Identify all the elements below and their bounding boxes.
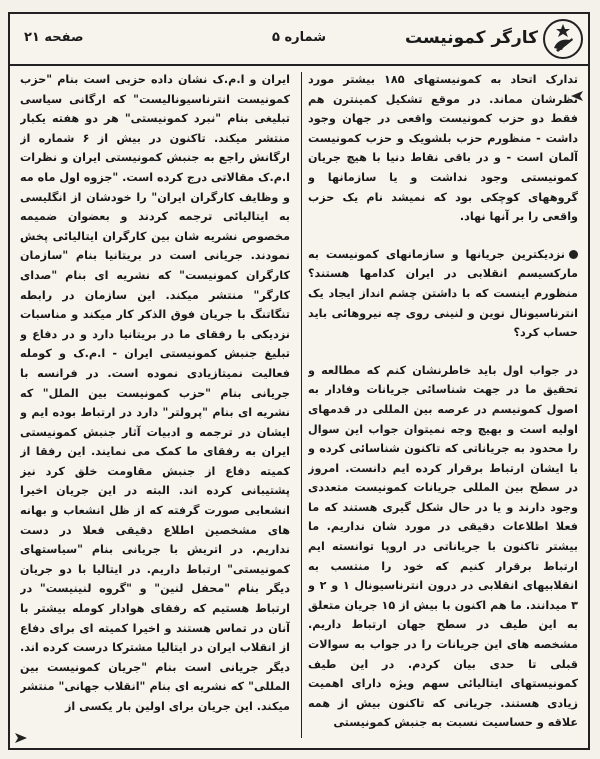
arrow-right-icon [14, 732, 28, 744]
column-left [20, 70, 290, 740]
newspaper-title: کارگر کمونیست [405, 28, 538, 48]
page-number: صفحه ۲۱ [24, 30, 84, 45]
paragraph: در جواب اول باید خاطرنشان کنم که مطالعه و تحقیق ما در جهت شناسائی جریانات وفادار به اصول کمونیسم در عرصه بین المللی در قدمهای اولیه است و بهیچ وجه نمیتوان جواب این سوال را محدود به جریاناتی که تاکنون شناسائی کرده و با ایشان ارتباط برقرار کرده ایم دانست. امروز در سطح بین المللی جریانات کمونیست متعددی وجود دارند و یا در حال شکل گیری هستند که ما فعلا اطلاعات دقیقی در مورد شان نداریم. ما بیشتر تاکنون با جریاناتی در اروپا توانسته ایم ارتباط برقرار کنیم که خود را منتسب به انقلابیهای انقلابی در درون انترناسیونال ۱ و ۲ و ۳ میدانند. ما هم اکنون با بیش از ۱۵ جریان متعلق به این طیف در سطح جهان ارتباط داریم. مشخصه های این جریانات را در جواب به سوالات قبلی تا حدی بیان کردم. در این طیف کمونیستهای ایتالیائی سهم ویژه دارای اهمیت زیادی هستند. جریانی که تاکنون بیش از همه علاقه و حساسیت نسبت به جنبش کمونیستی [308, 363, 578, 730]
page-header [10, 14, 588, 66]
column-divider [301, 72, 302, 738]
column-right [308, 70, 578, 740]
question-paragraph [308, 245, 578, 343]
issue-number: شماره ۵ [271, 30, 327, 45]
paragraph: ایران و ا.م.ک نشان داده حزبی است بنام "حزب کمونیست انترناسیونالیست" که ارگانی سیاسی تبلیغی بنام "نبرد کمونیستی" هر دو هفته یکبار منتشر میکند. تاکنون در بیش از ۶ شماره از ارگانش راجع به جنبش کمونیستی ایران و نظرات ا.م.ک مقالاتی درج کرده است. "جزوه اول ماه مه و وظایف کارگران ایران" را خودشان از انگلیسی به ایتالیائی ترجمه کردند و بعضوان ضمیمه مخصوص نشریه شان بین کارگران ایتالیائی پخش نمودند. جریانی است در بریتانیا بنام "سازمان کارگران کمونیست" که نشریه ای بنام "صدای کارگر" منتشر میکند. این سازمان در رابطه تنگاتنگ با جریان فوق الذکر کار میکند و مناسبات نزدیکی با رفقای ما در بریتانیا دارد و در دفاع و تبلیغ جنبش کمونیستی ایران - ا.م.ک و کومله فعالیت نمیتازیادی نموده است. در فرانسه با جریانی بنام "حزب کمونیست بین الملل" که نشریه ای بنام "پرولتر" دارد در ارتباط بوده ایم و ایشان در ترجمه و ادبیات آثار جنبش کمونیستی ایران به رفقای ما کمک می نمایند. این رفقا از کمیته دفاع از جنبش مقاومت خلق کرد نیز پشتیبانی کرده اند. البته در این جریان اخیرا انشعابی صورت گرفته که از ظل انشعاب و بهانه های مشخصین اطلاع دقیقی فعلا در دست نداریم. در اتریش با جریانی بنام "سیاستهای کمونیستی" ارتباط داریم. در ایتالیا با دو جریان دیگر بنام "محفل لنین" و "گروه لنینیست" در ارتباط هستیم که رفقای هوادار کومله بیشتر با آنان در تماس هستند و اخیرا کمیته ای برای دفاع از انقلاب ایران در ایتالیا مشترکا درست کرده اند. دیگر جریانی است بنام "جریان کمونیست بین المللی" که نشریه ای بنام "انقلاب جهانی" منتشر میکند. این جریان برای اولین بار یکسی از [20, 73, 290, 713]
paragraph: تدارک اتحاد به کمونیستهای ۱۸۵ بیشتر مورد نظرشان مماند. در موقع تشکیل کمینترن هم فقط دو حزب کمونیست واقعی در جهان وجود داشت - منظورم حزب بلشویک و حزب کمونیست آلمان است - و در باقی نقاط دنیا با هیچ جریان کمونیستی وجود نداشت و یا سازمانها و گروههای کوچکی بود که نمیشد نام یک حزب واقعی را بر آنها نهاد. [308, 73, 578, 224]
bullet-icon [569, 250, 578, 259]
question-text: نزدیکترین جریانها و سازمانهای کمونیست به مارکسیسم انقلابی در ایران کدامها هستند؟ منظورم اینست که با داشتن چشم انداز ایجاد یک انترناسیونال نوین و لنینی روی چه نیروهائی باید حساب کرد؟ [308, 247, 578, 340]
document-page [8, 12, 590, 750]
article-body [10, 66, 588, 748]
hammer-sickle-star-icon [542, 18, 584, 60]
